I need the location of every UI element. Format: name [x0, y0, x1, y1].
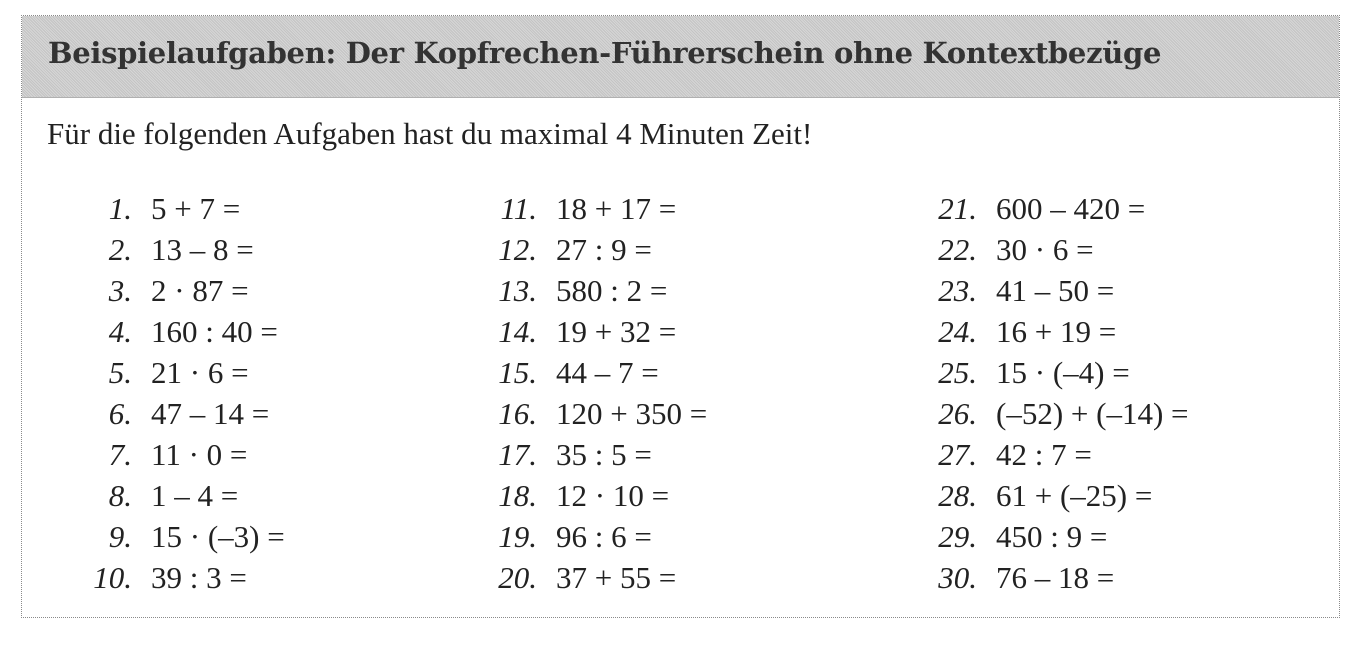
task-number: 7. [108, 437, 132, 472]
task-expression: 450 : 9 = [996, 519, 1108, 554]
task-expression: 13 – 8 = [151, 232, 254, 267]
task-number: 3. [108, 273, 132, 308]
task-item [427, 560, 707, 601]
task-number: 28. [938, 478, 977, 513]
task-expression: 37 + 55 = [556, 560, 677, 595]
task-item [22, 519, 285, 560]
task-item [22, 355, 285, 396]
task-expression: 580 : 2 = [556, 273, 668, 308]
task-column-1 [22, 191, 285, 601]
task-number: 24. [938, 314, 977, 349]
task-expression: 42 : 7 = [996, 437, 1092, 472]
task-expression: 2 · 87 = [151, 273, 249, 308]
task-item [867, 355, 1189, 396]
task-item [22, 273, 285, 314]
task-number: 4. [108, 314, 132, 349]
task-item [867, 437, 1189, 478]
task-number: 25. [938, 355, 977, 390]
task-number: 14. [498, 314, 537, 349]
task-item [22, 437, 285, 478]
task-item [22, 560, 285, 601]
task-item [867, 478, 1189, 519]
task-number: 8. [108, 478, 132, 513]
task-number: 17. [498, 437, 537, 472]
task-item [22, 191, 285, 232]
task-expression: 27 : 9 = [556, 232, 652, 267]
header-band [22, 16, 1339, 98]
task-number: 15. [498, 355, 537, 390]
task-expression: (–52) + (–14) = [996, 396, 1189, 431]
task-number: 20. [498, 560, 537, 595]
task-expression: 44 – 7 = [556, 355, 659, 390]
task-expression: 15 · (–4) = [996, 355, 1130, 390]
task-item [22, 314, 285, 355]
task-expression: 47 – 14 = [151, 396, 270, 431]
task-column-3 [867, 191, 1189, 601]
task-expression: 12 · 10 = [556, 478, 670, 513]
task-expression: 5 + 7 = [151, 191, 241, 226]
task-item [427, 232, 707, 273]
task-number: 6. [108, 396, 132, 431]
task-number: 5. [108, 355, 132, 390]
task-item [867, 560, 1189, 601]
task-expression: 39 : 3 = [151, 560, 247, 595]
task-expression: 11 · 0 = [151, 437, 248, 472]
task-item [867, 519, 1189, 560]
task-number: 29. [938, 519, 977, 554]
task-item [22, 232, 285, 273]
task-expression: 41 – 50 = [996, 273, 1115, 308]
task-number: 12. [498, 232, 537, 267]
task-item [867, 232, 1189, 273]
task-expression: 18 + 17 = [556, 191, 677, 226]
task-number: 1. [108, 191, 132, 226]
task-expression: 160 : 40 = [151, 314, 278, 349]
task-column-2 [427, 191, 707, 601]
task-expression: 61 + (–25) = [996, 478, 1153, 513]
task-number: 2. [108, 232, 132, 267]
task-item [427, 437, 707, 478]
task-number: 30. [938, 560, 977, 595]
task-expression: 1 – 4 = [151, 478, 239, 513]
task-expression: 21 · 6 = [151, 355, 249, 390]
task-item [427, 396, 707, 437]
task-number: 9. [108, 519, 132, 554]
exercise-box [21, 15, 1340, 618]
task-expression: 19 + 32 = [556, 314, 677, 349]
task-expression: 15 · (–3) = [151, 519, 285, 554]
task-item [427, 355, 707, 396]
task-expression: 16 + 19 = [996, 314, 1117, 349]
task-number: 23. [938, 273, 977, 308]
task-number: 27. [938, 437, 977, 472]
task-expression: 35 : 5 = [556, 437, 652, 472]
task-item [427, 273, 707, 314]
task-item [427, 478, 707, 519]
task-expression: 600 – 420 = [996, 191, 1146, 226]
task-number: 16. [498, 396, 537, 431]
instruction-text: Für die folgenden Aufgaben hast du maximal 4 Minuten Zeit! [47, 116, 813, 151]
task-number: 11. [500, 191, 537, 226]
task-number: 21. [938, 191, 977, 226]
header-title: Beispielaufgaben: Der Kopfrechen-Führerschein ohne Kontextbezüge [48, 36, 1162, 70]
task-expression: 96 : 6 = [556, 519, 652, 554]
task-item [867, 273, 1189, 314]
task-item [427, 191, 707, 232]
task-number: 10. [93, 560, 132, 595]
task-item [867, 396, 1189, 437]
task-number: 22. [938, 232, 977, 267]
task-number: 18. [498, 478, 537, 513]
task-item [867, 191, 1189, 232]
task-expression: 76 – 18 = [996, 560, 1115, 595]
task-item [427, 314, 707, 355]
task-expression: 120 + 350 = [556, 396, 708, 431]
task-number: 19. [498, 519, 537, 554]
task-number: 26. [938, 396, 977, 431]
task-item [867, 314, 1189, 355]
task-item [22, 478, 285, 519]
task-item [22, 396, 285, 437]
task-expression: 30 · 6 = [996, 232, 1094, 267]
task-number: 13. [498, 273, 537, 308]
task-item [427, 519, 707, 560]
